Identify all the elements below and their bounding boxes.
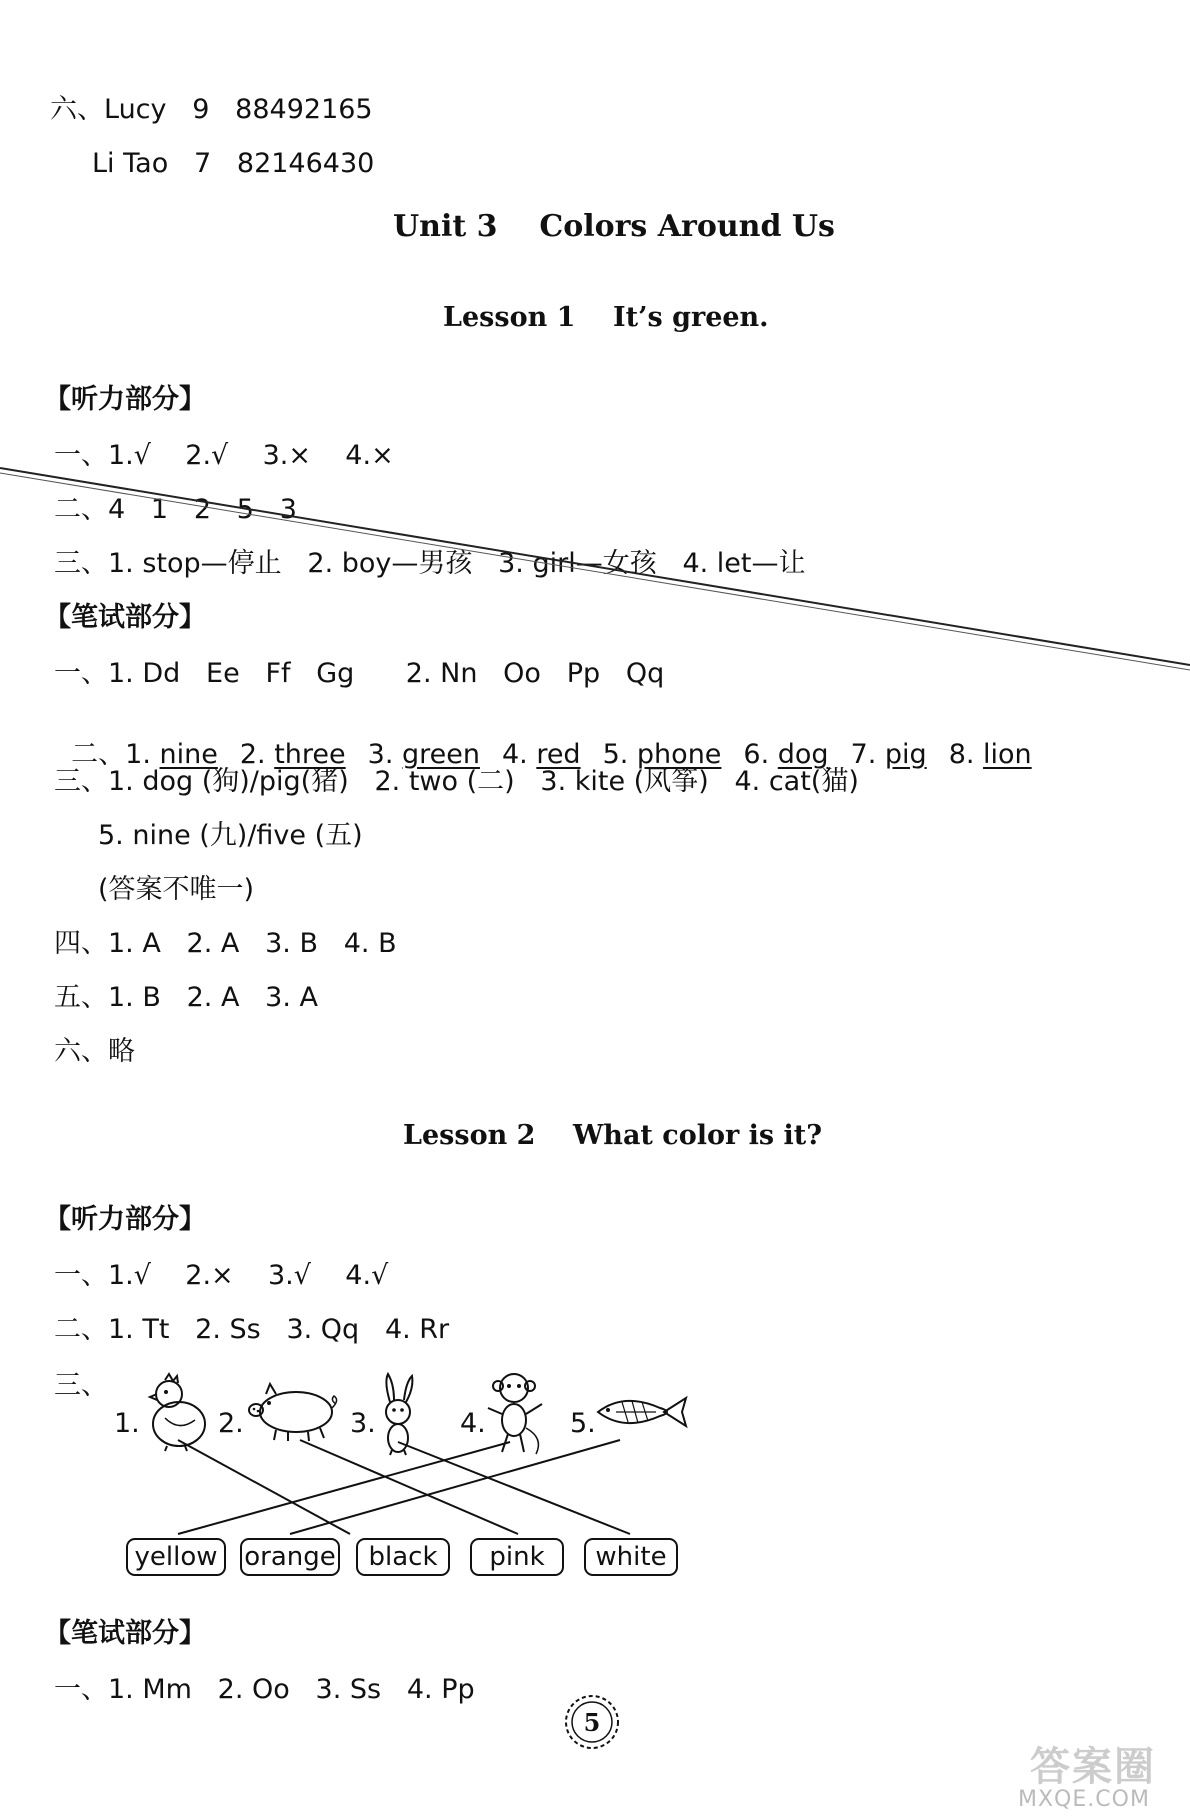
- written-2-num-4: 4.: [501, 739, 537, 770]
- written-2-num-7: 7.: [850, 739, 885, 770]
- lesson1-written-3: 三、1. dog (狗)/pig(猪) 2. two (二) 3. kite (风筝) 4. cat(猫): [54, 766, 859, 797]
- animal-number-3: 3.: [350, 1408, 376, 1439]
- lesson2-listening-2: 二、1. Tt 2. Ss 3. Qq 4. Rr: [54, 1314, 450, 1345]
- lesson2-listening-1: 一、1.√ 2.× 3.√ 4.√: [54, 1260, 389, 1291]
- watermark-text: MXQE.COM: [1018, 1787, 1150, 1812]
- written-2-prefix: 二、: [71, 739, 126, 770]
- written-2-num-1: 1.: [125, 739, 160, 770]
- written-2-num-5: 5.: [602, 739, 637, 770]
- lesson2-written-1: 一、1. Mm 2. Oo 3. Ss 4. Pp: [54, 1674, 475, 1705]
- answer-line-six-cont: Li Tao 7 82146430: [92, 148, 375, 179]
- animal-number-2: 2.: [218, 1408, 244, 1439]
- color-box-white: white: [584, 1538, 678, 1576]
- match-line-5: [290, 1440, 620, 1534]
- answer-line-six: 六、Lucy 9 88492165: [50, 94, 373, 125]
- page-number: [560, 1690, 624, 1754]
- animal-number-1: 1.: [114, 1408, 140, 1439]
- lesson1-written-5: 五、1. B 2. A 3. A: [54, 982, 318, 1013]
- lesson2-listening-3-prefix: 三、: [54, 1370, 108, 1401]
- color-box-yellow: yellow: [126, 1538, 226, 1576]
- lesson1-written-2: [54, 714, 1032, 768]
- lesson1-listening-header: 【听力部分】: [44, 384, 206, 415]
- watermark: [1010, 1735, 1185, 1815]
- lesson1-written-3-note: (答案不唯一): [98, 874, 255, 905]
- lesson1-written-3-cont: 5. nine (九)/five (五): [98, 820, 363, 851]
- fish-icon: [594, 1392, 690, 1432]
- unit-title: Unit 3 Colors Around Us: [393, 209, 835, 244]
- watermark-logo: 答案圈: [1030, 1744, 1156, 1790]
- match-line-3: [398, 1442, 630, 1534]
- color-box-orange: orange: [240, 1538, 340, 1576]
- matching-lines: [0, 1430, 1190, 1540]
- lesson2-listening-header: 【听力部分】: [44, 1204, 206, 1235]
- page-number-text: 5: [583, 1707, 601, 1737]
- written-2-word-1: nine: [159, 739, 218, 770]
- written-2-word-4: red: [536, 739, 581, 770]
- animal-number-4: 4.: [460, 1408, 486, 1439]
- scan-artifact-line: [0, 440, 1190, 680]
- written-2-num-8: 8.: [948, 739, 984, 770]
- written-2-word-2: three: [274, 739, 346, 770]
- lesson1-written-4: 四、1. A 2. A 3. B 4. B: [54, 928, 397, 959]
- written-2-word-7: pig: [884, 739, 927, 770]
- written-2-word-8: lion: [983, 739, 1032, 770]
- color-box-black: black: [356, 1538, 450, 1576]
- lesson1-listening-1: 一、1.√ 2.√ 3.× 4.×: [54, 440, 394, 471]
- lesson1-written-header: 【笔试部分】: [44, 602, 206, 633]
- lesson1-written-6: 六、略: [54, 1036, 135, 1067]
- written-2-word-5: phone: [636, 739, 722, 770]
- match-line-4: [178, 1442, 510, 1534]
- match-line-2: [300, 1440, 518, 1534]
- written-2-word-3: green: [401, 739, 480, 770]
- animal-number-5: 5.: [570, 1408, 596, 1439]
- lesson1-listening-3: 三、1. stop—停止 2. boy—男孩 3. girl—女孩 4. let—让: [54, 548, 806, 579]
- lesson1-listening-2: 二、4 1 2 5 3: [54, 494, 297, 525]
- color-box-pink: pink: [470, 1538, 564, 1576]
- lesson1-written-1: 一、1. Dd Ee Ff Gg 2. Nn Oo Pp Qq: [54, 658, 665, 689]
- lesson2-title: Lesson 2 What color is it?: [403, 1120, 823, 1151]
- written-2-word-6: dog: [777, 739, 829, 770]
- written-2-num-3: 3.: [367, 739, 402, 770]
- lesson2-written-header: 【笔试部分】: [44, 1618, 206, 1649]
- written-2-num-6: 6.: [743, 739, 778, 770]
- written-2-num-2: 2.: [239, 739, 275, 770]
- lesson1-title: Lesson 1 It’s green.: [443, 302, 769, 333]
- match-line-1: [178, 1440, 350, 1534]
